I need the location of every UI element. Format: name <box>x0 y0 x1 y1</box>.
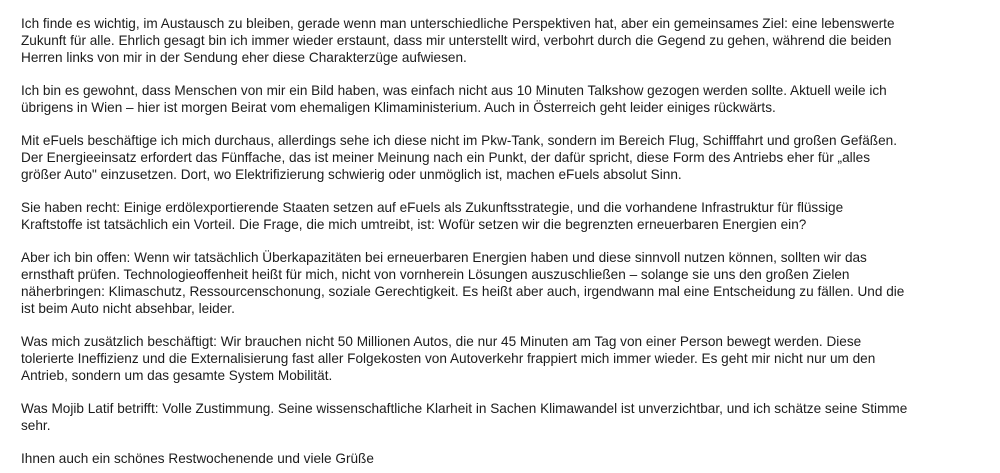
paragraph-line: Herren links von mir in der Sendung eher diese Charakterzüge aufwiesen. <box>21 50 467 65</box>
paragraph-line: Sie haben recht: Einige erdölexportierende Staaten setzen auf eFuels als Zukunftsstrategie, und die vorhandene Infrastruktur für flüssige <box>21 200 844 215</box>
paragraph-line: Ihnen auch ein schönes Restwochenende und viele Grüße <box>21 451 374 466</box>
paragraph-4 <box>21 199 986 233</box>
paragraph-line: ernsthaft prüfen. Technologieoffenheit heißt für mich, nicht von vornherein Lösungen auszuschließen – solange sie uns den großen Zielen <box>21 267 850 282</box>
paragraph-line: näherbringen: Klimaschutz, Ressourcenschonung, soziale Gerechtigkeit. Es heißt aber auch, irgendwann mal eine Entscheidung zu fällen. Und die <box>21 284 905 299</box>
paragraph-line: Was mich zusätzlich beschäftigt: Wir brauchen nicht 50 Millionen Autos, die nur 45 Minuten am Tag von einer Person bewegt werden. Diese <box>21 334 862 349</box>
paragraph-line: ist beim Auto nicht absehbar, leider. <box>21 301 235 316</box>
closing-line <box>21 450 986 467</box>
paragraph-line: Ich bin es gewohnt, dass Menschen von mir ein Bild haben, was einfach nicht aus 10 Minuten Talkshow gezogen werden sollte. Aktuell weile ich <box>21 83 887 98</box>
paragraph-line: Der Energieeinsatz erfordert das Fünffache, das ist meiner Meinung nach ein Punkt, der dafür spricht, diese Form des Antriebs eher für „alles <box>21 150 871 165</box>
paragraph-7 <box>21 400 986 434</box>
paragraph-line: tolerierte Ineffizienz und die Externalisierung fast aller Folgekosten von Autoverkehr frappiert mich immer wieder. Es geht mir nicht nur um den <box>21 351 876 366</box>
paragraph-line: Aber ich bin offen: Wenn wir tatsächlich Überkapazitäten bei erneuerbaren Energien haben und diese sinnvoll nutzen können, sollten wir das <box>21 250 867 265</box>
letter-body <box>21 0 986 467</box>
paragraph-line: Ich finde es wichtig, im Austausch zu bleiben, gerade wenn man unterschiedliche Perspektiven hat, aber ein gemeinsames Ziel: eine lebenswerte <box>21 16 895 31</box>
paragraph-line: sehr. <box>21 418 51 433</box>
paragraph-3 <box>21 132 986 183</box>
paragraph-line: übrigens in Wien – hier ist morgen Beirat vom ehemaligen Klimaministerium. Auch in Österreich geht leider einiges rückwärts. <box>21 100 776 115</box>
paragraph-line: größer Auto" einzusetzen. Dort, wo Elektrifizierung schwierig oder unmöglich ist, machen eFuels absolut Sinn. <box>21 167 682 182</box>
paragraph-line: Mit eFuels beschäftige ich mich durchaus, allerdings sehe ich diese nicht im Pkw-Tank, sondern im Bereich Flug, Schifffahrt und großen Gefäßen. <box>21 133 897 148</box>
paragraph-5 <box>21 249 986 317</box>
paragraph-6 <box>21 333 986 384</box>
paragraph-line: Zukunft für alle. Ehrlich gesagt bin ich immer wieder erstaunt, dass mir unterstellt wird, verbohrt durch die Gegend zu gehen, während die beiden <box>21 33 892 48</box>
paragraph-2 <box>21 82 986 116</box>
paragraph-line: Was Mojib Latif betrifft: Volle Zustimmung. Seine wissenschaftliche Klarheit in Sachen Klimawandel ist unverzichtbar, und ich schätze seine Stimme <box>21 401 908 416</box>
paragraph-line: Kraftstoffe ist tatsächlich ein Vorteil. Die Frage, die mich umtreibt, ist: Wofür setzen wir die begrenzten erneuerbaren Energien ein? <box>21 217 807 232</box>
paragraph-line: Antrieb, sondern um das gesamte System Mobilität. <box>21 368 333 383</box>
paragraph-1 <box>21 15 986 66</box>
